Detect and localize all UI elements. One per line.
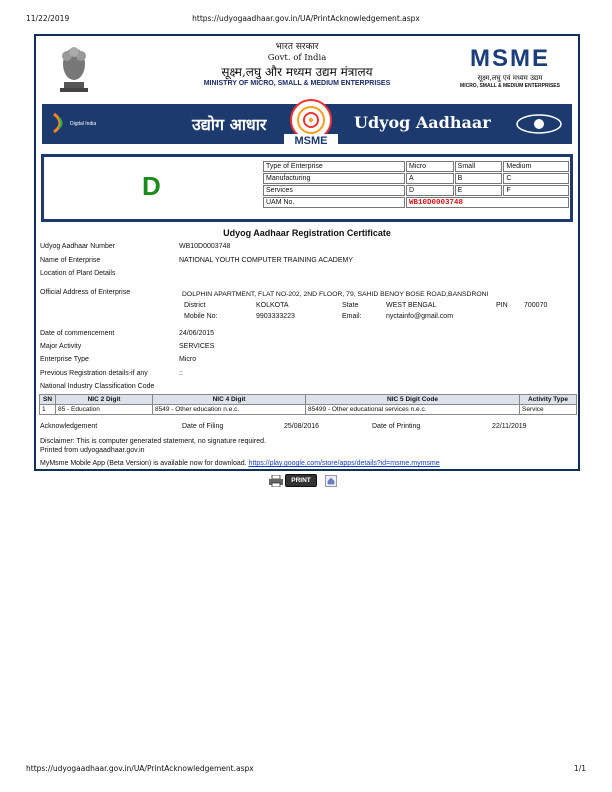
- print-footer: [26, 764, 586, 776]
- category-cell: A: [406, 173, 454, 184]
- category-cell: Small: [455, 161, 503, 172]
- category-cell: Type of Enterprise: [263, 161, 405, 172]
- printed-from: Printed from udyogaadhaar.gov.in: [40, 447, 145, 454]
- table-row: [40, 405, 577, 415]
- footer-url: https://udyogaadhaar.gov.in/UA/PrintAcknowledgement.aspx: [26, 764, 254, 773]
- district-value: KOLKOTA: [256, 302, 289, 309]
- ack-label: Acknowledgement: [40, 423, 98, 430]
- enterprise-category-box: [41, 154, 573, 222]
- activity-label: Major Activity: [40, 343, 82, 350]
- category-row: [263, 173, 569, 184]
- category-letter: D: [142, 171, 161, 201]
- ministry-english: MINISTRY OF MICRO, SMALL & MEDIUM ENTERPRISES: [203, 79, 391, 87]
- gov-english: Govt. of India: [267, 53, 327, 64]
- category-cell: C: [503, 173, 569, 184]
- prev-registration-label: Previous Registration details-if any: [40, 370, 148, 377]
- app-text: MyMsme Mobile App (Beta Version) is available now for download.: [40, 460, 247, 467]
- nic-label: National Industry Classification Code: [40, 383, 155, 390]
- certificate-title: Udyog Aadhaar Registration Certificate: [223, 228, 391, 238]
- printing-label: Date of Printing: [372, 423, 421, 430]
- uan-value: WB10D0003748: [179, 243, 231, 250]
- digital-india-label: Digital India: [70, 121, 97, 127]
- category-row: [263, 185, 569, 196]
- nic-header: NIC 4 Digit: [153, 395, 306, 405]
- category-cell: B: [455, 173, 503, 184]
- page-number: 1/1: [573, 764, 586, 773]
- email-label: Email:: [342, 313, 362, 320]
- category-cell: Medium: [503, 161, 569, 172]
- pin-label: PIN: [496, 302, 508, 309]
- nic-cell: 8549 - Other education n.e.c.: [153, 405, 306, 415]
- print-date: 11/22/2019: [26, 14, 70, 23]
- category-cell: F: [503, 185, 569, 196]
- mobile-label: Mobile No:: [184, 313, 218, 320]
- msme-logo: [456, 46, 564, 89]
- category-row: [263, 161, 569, 172]
- app-download-link[interactable]: https://play.google.com/store/apps/details?id=msme.mymsme: [248, 460, 440, 467]
- msme-logo-hindi: सूक्ष्म,लघु एवं मध्यम उद्यम: [477, 74, 543, 82]
- prev-registration-value: ::: [179, 370, 183, 377]
- national-emblem-icon: [54, 42, 94, 98]
- nic-header-row: [40, 395, 577, 405]
- filing-label: Date of Filing: [182, 423, 224, 430]
- nic-table: [39, 394, 577, 415]
- nic-cell: Service: [520, 405, 577, 415]
- msme-logo-text: MSME: [470, 45, 550, 72]
- print-url: https://udyogaadhaar.gov.in/UA/PrintAcknowledgement.aspx: [192, 14, 420, 23]
- filing-value: 25/08/2016: [284, 423, 320, 430]
- nic-header: NIC 2 Digit: [56, 395, 153, 405]
- nic-cell: 85499 - Other educational services n.e.c.: [306, 405, 520, 415]
- app-notice: [40, 459, 440, 468]
- category-table: [262, 160, 570, 209]
- printer-icon[interactable]: [268, 475, 284, 487]
- uan-label: Udyog Aadhaar Number: [40, 243, 116, 250]
- ministry-heading: [146, 42, 448, 89]
- msme-logo-english: MICRO, SMALL & MEDIUM ENTERPRISES: [460, 83, 560, 89]
- print-button[interactable]: PRINT: [285, 474, 317, 487]
- address-label: Official Address of Enterprise: [40, 289, 131, 296]
- category-cell: D: [406, 185, 454, 196]
- home-icon[interactable]: [325, 475, 337, 487]
- ministry-hindi: सूक्ष्म,लघु और मध्यम उद्यम मंत्रालय: [221, 64, 373, 79]
- nic-cell: 85 - Education: [56, 405, 153, 415]
- type-label: Enterprise Type: [40, 356, 89, 363]
- uam-number: WB10D0003748: [408, 198, 463, 207]
- certificate-panel: [34, 34, 580, 471]
- make-in-india-icon: [514, 112, 564, 136]
- udyog-aadhaar-banner: [42, 104, 572, 147]
- udyog-hindi-title: उद्योग आधार: [192, 115, 267, 134]
- commencement-label: Date of commencement: [40, 330, 115, 337]
- mobile-value: 9903333223: [256, 313, 295, 320]
- gov-hindi: भारत सरकार: [275, 42, 319, 52]
- activity-value: SERVICES: [179, 343, 215, 350]
- government-banner: [36, 40, 578, 102]
- badge-msme-text: MSME: [294, 135, 328, 147]
- category-cell: Micro: [406, 161, 454, 172]
- uam-label: UAM No.: [263, 197, 405, 208]
- nic-header: SN: [40, 395, 56, 405]
- district-label: District: [184, 302, 206, 309]
- udyog-english-title: Udyog Aadhaar: [354, 113, 491, 132]
- commencement-value: 24/06/2015: [179, 330, 215, 337]
- digital-india-icon: [50, 112, 68, 134]
- category-cell: Services: [263, 185, 405, 196]
- print-header: [26, 14, 586, 26]
- address-value: DOLPHIN APARTMENT, FLAT NO-202, 2ND FLOOR, 79, SAHID BENOY BOSE ROAD,BANSDRONI: [182, 291, 489, 298]
- nic-header: Activity Type: [520, 395, 577, 405]
- aadhaar-msme-badge: [280, 98, 342, 150]
- name-label: Name of Enterprise: [40, 257, 101, 264]
- nic-cell: 1: [40, 405, 56, 415]
- name-value: NATIONAL YOUTH COMPUTER TRAINING ACADEMY: [179, 257, 353, 264]
- disclaimer: Disclaimer: This is computer generated statement, no signature required.: [40, 438, 266, 445]
- state-value: WEST BENGAL: [386, 302, 437, 309]
- uam-value: [406, 197, 569, 208]
- state-label: State: [342, 302, 359, 309]
- type-value: Micro: [179, 356, 197, 363]
- category-cell: E: [455, 185, 503, 196]
- email-value: nyctainfo@gmail.com: [386, 313, 454, 320]
- printing-value: 22/11/2019: [492, 423, 527, 430]
- uam-row: [263, 197, 569, 208]
- nic-header: NIC 5 Digit Code: [306, 395, 520, 405]
- plant-label: Location of Plant Details: [40, 270, 116, 277]
- category-cell: Manufacturing: [263, 173, 405, 184]
- digital-india-logo: [50, 112, 110, 136]
- pin-value: 700070: [524, 302, 548, 309]
